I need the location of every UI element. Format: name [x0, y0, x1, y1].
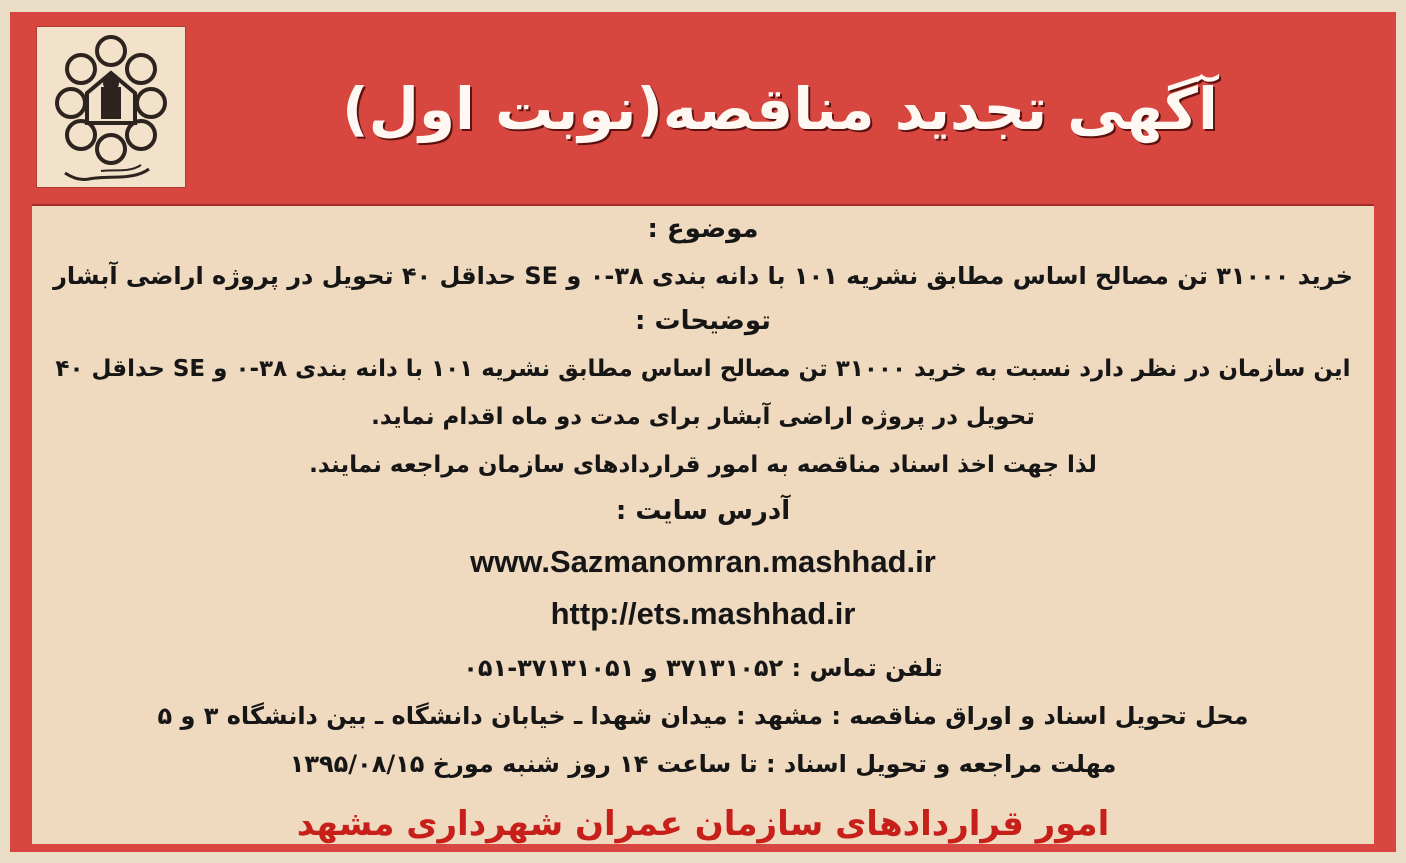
- deadline-line: مهلت مراجعه و تحویل اسناد : تا ساعت ۱۴ روز شنبه مورخ ۱۳۹۵/۰۸/۱۵: [289, 750, 1117, 778]
- footer-signature: امور قراردادهای سازمان عمران شهرداری مشهد: [296, 804, 1110, 844]
- delivery-place-line: محل تحویل اسناد و اوراق مناقصه : مشهد : میدان شهدا ـ خیابان دانشگاه ـ بین دانشگاه ۳ و ۵: [157, 702, 1249, 730]
- page-title: آگهی تجدید مناقصه(نوبت اول): [342, 75, 1218, 143]
- phone-line: تلفن تماس : ۳۷۱۳۱۰۵۲ و ۳۷۱۳۱۰۵۱-۰۵۱: [463, 654, 943, 682]
- description-line-1: این سازمان در نظر دارد نسبت به خرید ۳۱۰۰۰ تن مصالح اساس مطابق نشریه ۱۰۱ با دانه بندی ۳۸-۰ و SE حداقل ۴۰: [55, 356, 1351, 382]
- description-line-3: لذا جهت اخذ اسناد مناقصه به امور قراردادهای سازمان مراجعه نمایند.: [309, 452, 1097, 478]
- subject-text: خرید ۳۱۰۰۰ تن مصالح اساس مطابق نشریه ۱۰۱ با دانه بندی ۳۸-۰ و SE حداقل ۴۰ تحویل در پروژه اراضی آبشار: [53, 262, 1353, 290]
- site-url-secondary[interactable]: http://ets.mashhad.ir: [550, 596, 856, 631]
- ad-body: [32, 204, 1374, 844]
- ad-frame: [10, 12, 1396, 852]
- mashhad-emblem-icon: [37, 27, 185, 187]
- description-line-2: تحویل در پروژه اراضی آبشار برای مدت دو ماه اقدام نماید.: [371, 404, 1035, 430]
- site-address-label: آدرس سایت :: [615, 496, 791, 526]
- site-url-primary[interactable]: www.Sazmanomran.mashhad.ir: [470, 544, 936, 579]
- description-label: توضیحات :: [635, 306, 771, 336]
- subject-label: موضوع :: [647, 214, 759, 244]
- municipality-logo: [36, 26, 186, 188]
- header-banner: [10, 12, 1396, 192]
